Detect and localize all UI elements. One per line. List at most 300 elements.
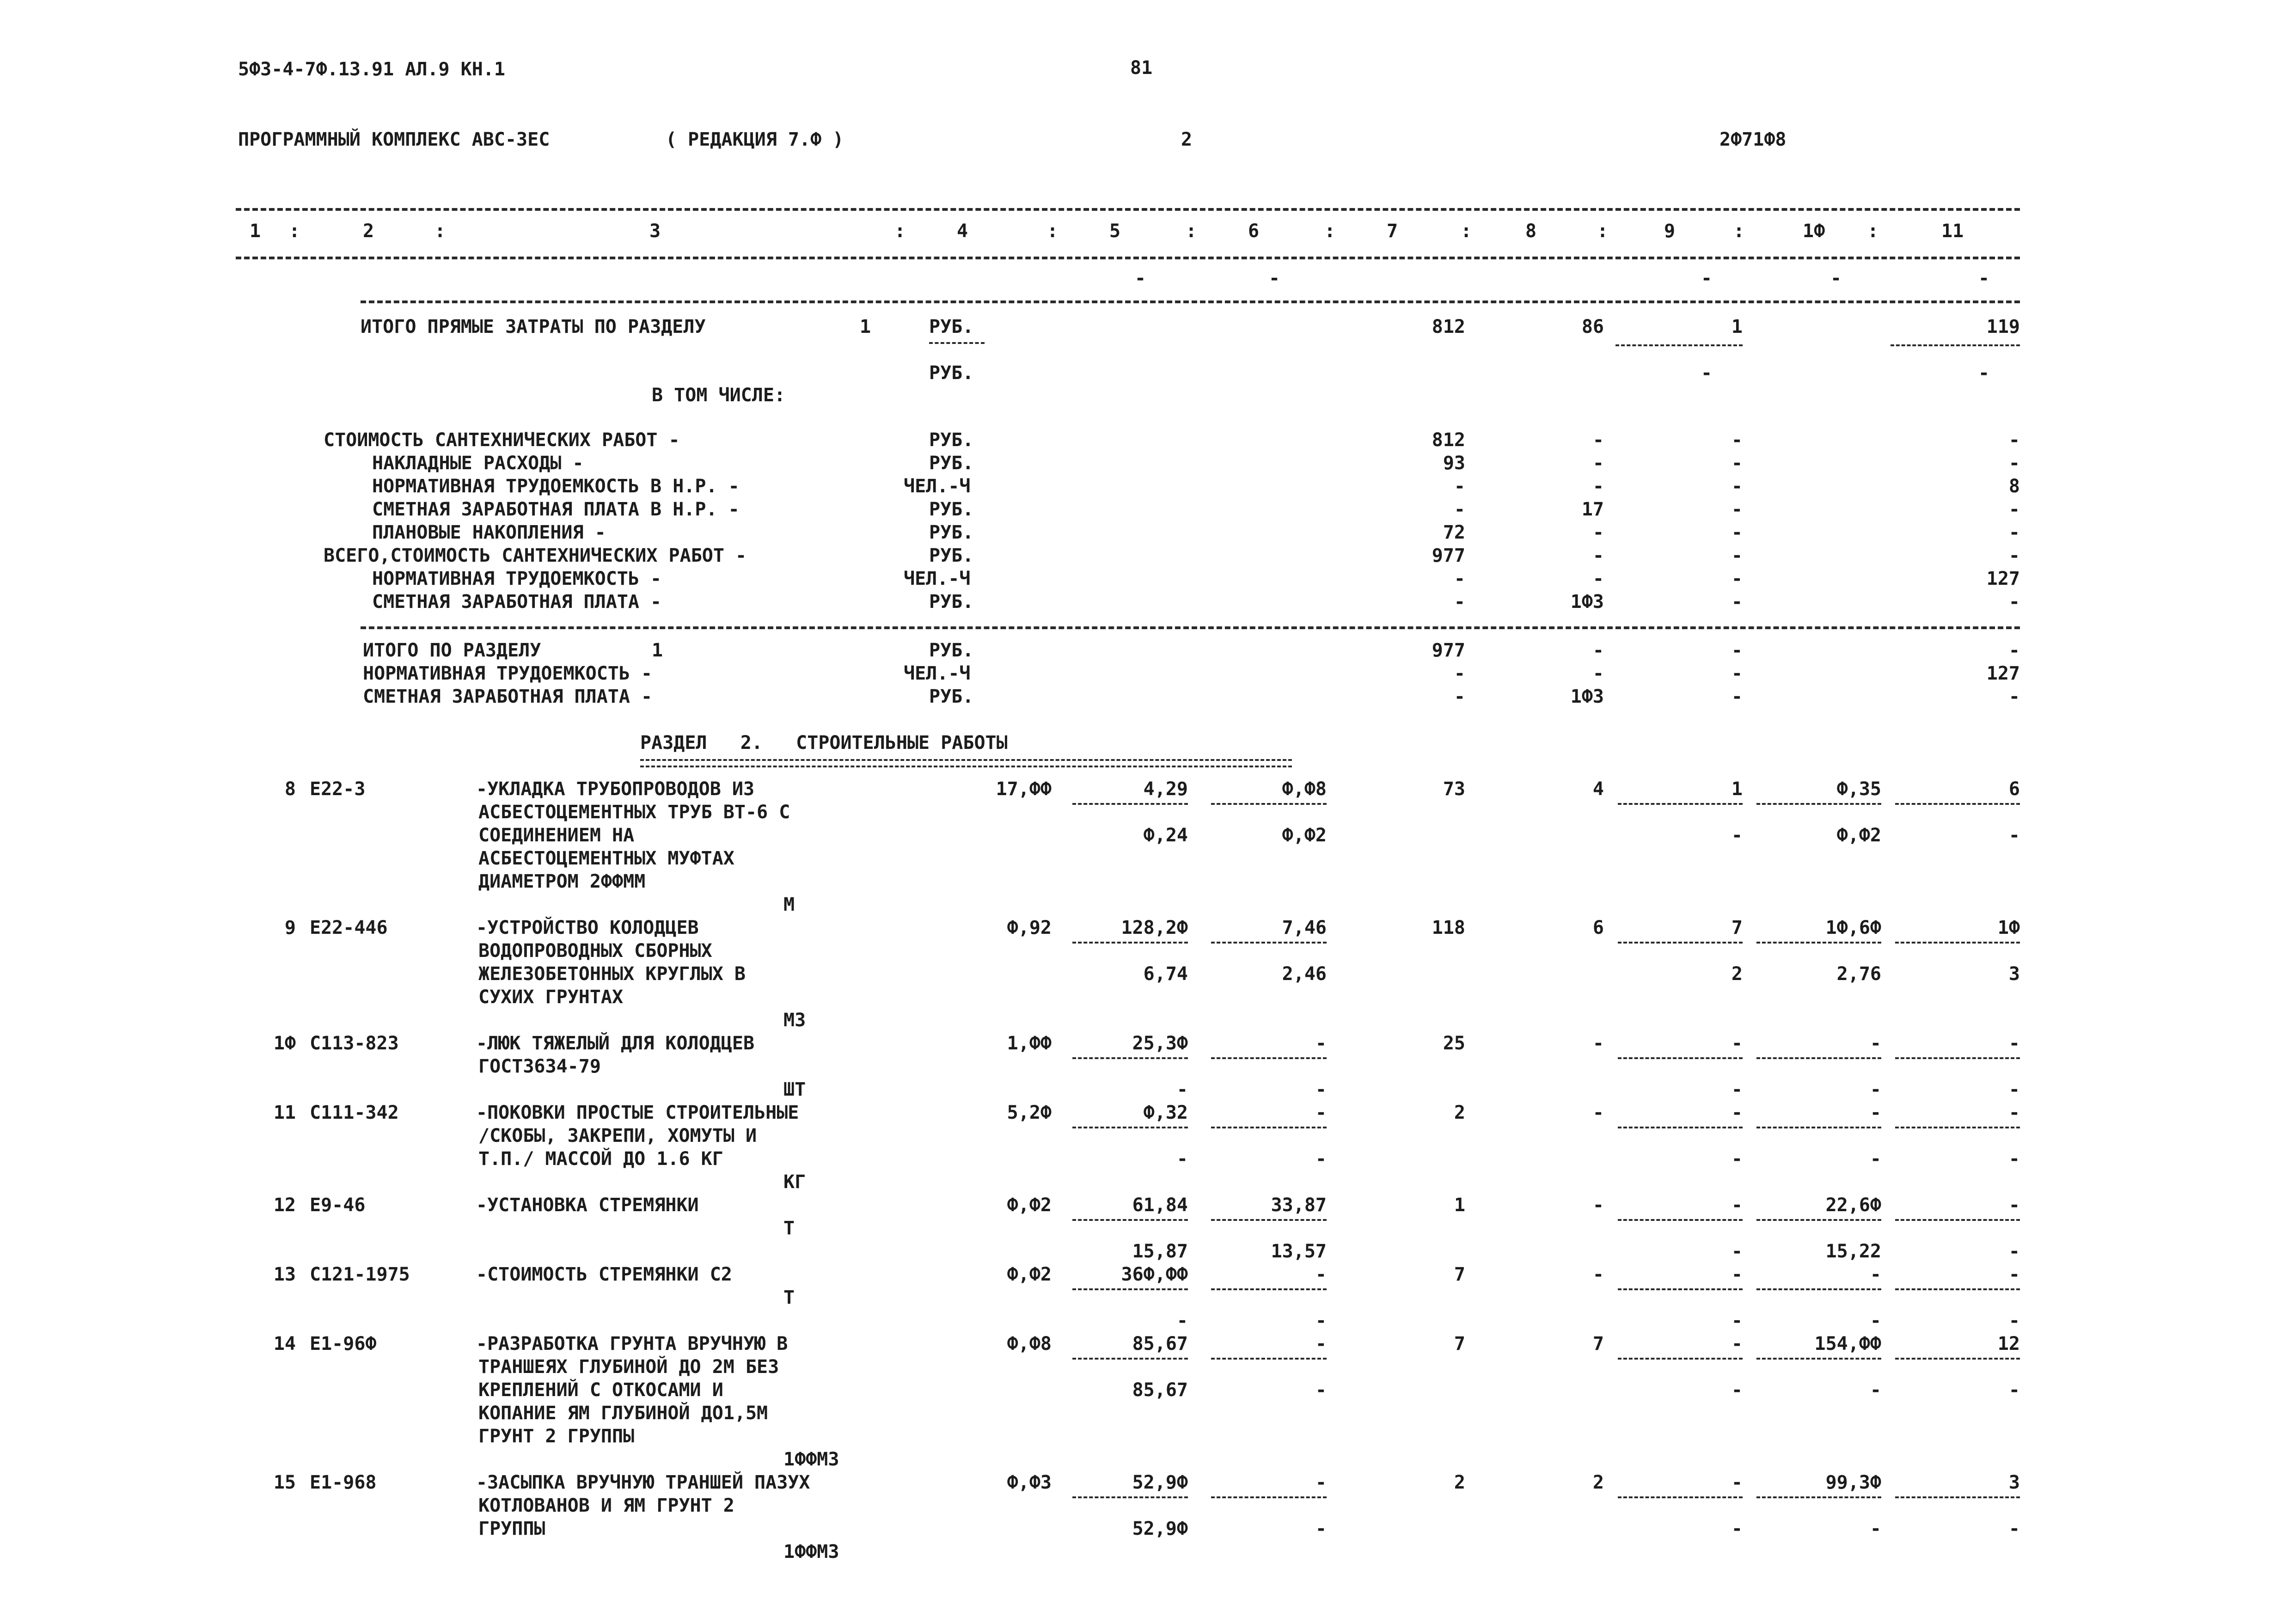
item-description: ЖЕЛЕЗОБЕТОННЫХ КРУГЛЫХ В [478,963,746,985]
column-separator: : [1733,221,1745,242]
item-c11: 3 [2008,1472,2020,1493]
item-divider [1895,1288,2020,1290]
item-unit-wage: - [1315,1333,1327,1354]
item-unit: М3 [783,1010,806,1031]
breakdown-c7: 93 [1443,453,1465,474]
item-divider [1895,1057,2020,1059]
item-number: 15 [273,1472,296,1493]
item-total-wage: - [1592,1102,1604,1123]
section-total-c11: - [2008,640,2020,661]
item-code: Е22-3 [310,778,366,800]
item-divider [1072,1358,1188,1360]
summary-top-rule [361,300,2020,303]
item-quantity: Ф,Ф2 [1007,1264,1052,1285]
item-divider [1618,1057,1743,1059]
column-header-2: 2 [363,221,374,242]
item-unit: 1ФФМ3 [783,1541,839,1563]
item-quantity: Ф,Ф2 [1007,1195,1052,1216]
item-description: СУХИХ ГРУНТАХ [478,987,624,1008]
breakdown-c9: - [1731,453,1743,474]
column-separator: : [1461,221,1472,242]
item-quantity: 1,ФФ [1007,1033,1052,1054]
item-number: 13 [273,1264,296,1285]
item-unit-cost: 61,84 [1132,1195,1188,1216]
section-total-unit: ЧЕЛ.-Ч [904,663,971,684]
item-c9-2: - [1731,1310,1743,1331]
dash-mark: - [1701,268,1713,289]
summary-section-num: 1 [860,316,871,337]
breakdown-label: НАКЛАДНЫЕ РАСХОДЫ - [372,453,584,474]
item-total-wage: - [1592,1033,1604,1054]
summary-c9: 1 [1731,316,1743,337]
breakdown-unit: РУБ. [929,499,974,520]
breakdown-c8: 1Ф3 [1570,591,1604,613]
item-c10-2: - [1870,1310,1881,1331]
item-total-cost: 2 [1454,1102,1465,1123]
item-divider [1895,942,2020,944]
item-c10-2: - [1870,1079,1881,1100]
item-c9-2: - [1731,825,1743,846]
breakdown-c9: - [1731,476,1743,497]
item-c11-2: - [2008,1241,2020,1262]
item-unit-cost-2: 6,74 [1143,963,1188,985]
column-separator: : [1186,221,1197,242]
column-header-11: 11 [1941,221,1964,242]
breakdown-c7: - [1454,591,1465,613]
item-unit-wage-2: - [1315,1310,1327,1331]
item-divider [1072,1288,1188,1290]
item-divider [1211,942,1327,944]
summary-unit-2: РУБ. [929,362,974,384]
item-unit-wage: 7,46 [1282,917,1327,938]
summary-c7: 812 [1432,316,1465,337]
dash-mark: - [1830,268,1842,289]
header-bottom-rule [236,257,2020,259]
breakdown-c7: - [1454,476,1465,497]
item-description: -СТОИМОСТЬ СТРЕМЯНКИ С2 [476,1264,732,1285]
item-divider [1618,1288,1743,1290]
item-divider [1072,803,1188,805]
item-description: ВОДОПРОВОДНЫХ СБОРНЫХ [478,940,712,962]
item-description: -РАЗРАБОТКА ГРУНТА ВРУЧНУЮ В [476,1333,788,1354]
breakdown-label: СМЕТНАЯ ЗАРАБОТНАЯ ПЛАТА В Н.Р. - [372,499,740,520]
item-description: АСБЕСТОЦЕМЕНТНЫХ МУФТАХ [478,848,734,869]
item-c10: 1Ф,6Ф [1825,917,1881,938]
page-number: 81 [1130,57,1153,79]
item-total-cost: 73 [1443,778,1465,800]
breakdown-c9: - [1731,545,1743,566]
item-divider [1756,1288,1881,1290]
item-unit-wage: - [1315,1264,1327,1285]
breakdown-c8: - [1592,522,1604,543]
item-divider [1618,942,1743,944]
dash-mark: - [1269,268,1280,289]
breakdown-c9: - [1731,429,1743,451]
breakdown-label: НОРМАТИВНАЯ ТРУДОЕМКОСТЬ В Н.Р. - [372,476,740,497]
item-description: Т.П./ МАССОЙ ДО 1.6 КГ [478,1148,723,1170]
item-number: 12 [273,1195,296,1216]
item-total-cost: 1 [1454,1195,1465,1216]
item-description: /СКОБЫ, ЗАКРЕПИ, ХОМУТЫ И [478,1125,757,1146]
item-unit-cost-2: 52,9Ф [1132,1518,1188,1539]
item-quantity: 17,ФФ [996,778,1052,800]
column-header-7: 7 [1387,221,1398,242]
breakdown-c11: - [2008,591,2020,613]
item-c9-2: - [1731,1148,1743,1170]
item-description: -УСТРОЙСТВО КОЛОДЦЕВ [476,917,699,938]
item-divider [1756,1219,1881,1221]
column-separator: : [1867,221,1879,242]
item-divider [1895,1358,2020,1360]
column-header-9: 9 [1664,221,1676,242]
breakdown-c8: - [1592,545,1604,566]
item-description: АСБЕСТОЦЕМЕНТНЫХ ТРУБ ВТ-6 С [478,802,790,823]
item-divider [1211,1496,1327,1498]
item-c11: - [2008,1264,2020,1285]
section-title-underline [640,759,1292,767]
item-divider [1618,1358,1743,1360]
breakdown-c11: 127 [1986,568,2020,589]
item-divider [1895,1496,2020,1498]
item-unit-cost: 36Ф,ФФ [1121,1264,1188,1285]
item-divider [1072,942,1188,944]
item-description: ГРУППЫ [478,1518,545,1539]
breakdown-c11: - [2008,522,2020,543]
item-number: 9 [284,917,296,938]
breakdown-c7: 812 [1432,429,1465,451]
section-total-c7: - [1454,663,1465,684]
item-divider [1756,1057,1881,1059]
item-unit-wage: Ф,Ф8 [1282,778,1327,800]
column-header-1: 1 [250,221,261,242]
item-unit-cost-2: - [1176,1310,1188,1331]
breakdown-c8: - [1592,568,1604,589]
item-number: 11 [273,1102,296,1123]
item-quantity: Ф,Ф3 [1007,1472,1052,1493]
item-unit-wage: - [1315,1472,1327,1493]
breakdown-label: ВСЕГО,СТОИМОСТЬ САНТЕХНИЧЕСКИХ РАБОТ - [324,545,747,566]
item-c10: - [1870,1102,1881,1123]
column-separator: : [1047,221,1059,242]
item-number: 8 [284,778,296,800]
item-c11: 6 [2008,778,2020,800]
item-c11-2: - [2008,1148,2020,1170]
column-separator: : [434,221,446,242]
breakdown-c9: - [1731,499,1743,520]
item-c9: - [1731,1195,1743,1216]
item-divider [1072,1057,1188,1059]
item-c9: - [1731,1333,1743,1354]
item-c10: 99,3Ф [1825,1472,1881,1493]
item-description: КОПАНИЕ ЯМ ГЛУБИНОЙ ДО1,5М [478,1403,768,1424]
item-description: -УСТАНОВКА СТРЕМЯНКИ [476,1195,699,1216]
item-divider [1895,1127,2020,1128]
item-total-cost: 25 [1443,1033,1465,1054]
item-c9-2: - [1731,1518,1743,1539]
item-unit-wage-2: 13,57 [1271,1241,1327,1262]
summary-c9-dash: - [1701,362,1713,384]
breakdown-c11: - [2008,545,2020,566]
item-code: С113-823 [310,1033,399,1054]
breakdown-c11: - [2008,499,2020,520]
item-unit: 1ФФМ3 [783,1449,839,1470]
item-total-cost: 7 [1454,1333,1465,1354]
item-unit: М [783,894,795,915]
item-description: ГРУНТ 2 ГРУППЫ [478,1426,635,1447]
summary-c11: 119 [1986,316,2020,337]
item-divider [1211,803,1327,805]
item-c9: 7 [1731,917,1743,938]
column-header-4: 4 [957,221,968,242]
item-unit-cost-2: - [1176,1079,1188,1100]
column-separator: : [1324,221,1336,242]
item-c10-2: Ф,Ф2 [1836,825,1881,846]
item-unit-cost: 52,9Ф [1132,1472,1188,1493]
section-total-label: ИТОГО ПО РАЗДЕЛУ [363,640,541,661]
item-description: ДИАМЕТРОМ 2ФФММ [478,871,646,892]
item-c9: - [1731,1033,1743,1054]
section-total-num: 1 [652,640,663,661]
item-divider [1756,1127,1881,1128]
item-total-wage: 2 [1592,1472,1604,1493]
item-c9: - [1731,1264,1743,1285]
item-unit-cost-2: Ф,24 [1143,825,1188,846]
item-c11: - [2008,1033,2020,1054]
column-header-8: 8 [1525,221,1537,242]
item-c11: - [2008,1195,2020,1216]
item-unit: Т [783,1218,795,1239]
item-c10-2: - [1870,1518,1881,1539]
column-separator: : [894,221,906,242]
c11-underline [1891,344,2020,346]
item-code: Е1-968 [310,1472,377,1493]
column-header-3: 3 [649,221,661,242]
section-total-c11: - [2008,686,2020,707]
section-total-unit: РУБ. [929,686,974,707]
item-c10-2: - [1870,1379,1881,1401]
dash-mark: - [1135,268,1146,289]
item-unit: КГ [783,1171,806,1193]
item-code: Е22-446 [310,917,388,938]
breakdown-c9: - [1731,568,1743,589]
item-description: КРЕПЛЕНИЙ С ОТКОСАМИ И [478,1379,723,1401]
item-total-wage: - [1592,1264,1604,1285]
item-unit-wage-2: - [1315,1079,1327,1100]
breakdown-c8: - [1592,453,1604,474]
item-description: ТРАНШЕЯХ ГЛУБИНОЙ ДО 2М БЕЗ [478,1356,779,1378]
item-divider [1211,1358,1327,1360]
breakdown-unit: РУБ. [929,453,974,474]
item-unit-cost: Ф,32 [1143,1102,1188,1123]
breakdown-c11: 8 [2008,476,2020,497]
item-divider [1618,803,1743,805]
item-unit-wage: - [1315,1102,1327,1123]
item-c11-2: - [2008,1310,2020,1331]
section-total-c9: - [1731,686,1743,707]
breakdown-c8: - [1592,429,1604,451]
item-divider [1211,1057,1327,1059]
column-header-5: 5 [1109,221,1121,242]
item-code: С111-342 [310,1102,399,1123]
item-description: -ЗАСЫПКА ВРУЧНУЮ ТРАНШЕЙ ПАЗУХ [476,1472,810,1493]
item-divider [1072,1127,1188,1128]
item-divider [1756,803,1881,805]
breakdown-unit: ЧЕЛ.-Ч [904,568,971,589]
column-separator: : [1597,221,1609,242]
breakdown-c9: - [1731,591,1743,613]
dash-mark: - [1978,268,1990,289]
item-divider [1618,1127,1743,1128]
item-total-wage: 7 [1592,1333,1604,1354]
item-unit-cost-2: 85,67 [1132,1379,1188,1401]
item-total-cost: 7 [1454,1264,1465,1285]
breakdown-label: ПЛАНОВЫЕ НАКОПЛЕНИЯ - [372,522,606,543]
item-unit: ШТ [783,1079,806,1100]
program-edition: ( РЕДАКЦИЯ 7.Ф ) [666,129,844,150]
item-c9-2: - [1731,1079,1743,1100]
section-total-c9: - [1731,640,1743,661]
item-c11: 12 [1997,1333,2020,1354]
item-unit-cost-2: 15,87 [1132,1241,1188,1262]
item-total-wage: 6 [1592,917,1604,938]
section-total-rule [361,626,2020,629]
item-c11-2: 3 [2008,963,2020,985]
item-divider [1756,1496,1881,1498]
item-c10: - [1870,1264,1881,1285]
item-unit-wage-2: Ф,Ф2 [1282,825,1327,846]
item-divider [1211,1127,1327,1128]
breakdown-c7: - [1454,499,1465,520]
item-code: Е9-46 [310,1195,366,1216]
header-top-rule [236,208,2020,211]
breakdown-c7: 72 [1443,522,1465,543]
item-c9: 1 [1731,778,1743,800]
item-c10-2: 15,22 [1825,1241,1881,1262]
item-c11-2: - [2008,825,2020,846]
item-divider [1618,1219,1743,1221]
breakdown-unit: РУБ. [929,545,974,566]
breakdown-unit: РУБ. [929,429,974,451]
item-c9-2: - [1731,1241,1743,1262]
breakdown-c11: - [2008,429,2020,451]
item-quantity: Ф,Ф8 [1007,1333,1052,1354]
item-description: -ПОКОВКИ ПРОСТЫЕ СТРОИТЕЛЬНЫЕ [476,1102,799,1123]
section-total-c9: - [1731,663,1743,684]
section-total-c8: - [1592,640,1604,661]
item-c10: Ф,35 [1836,778,1881,800]
item-unit: Т [783,1287,795,1308]
item-c11: - [2008,1102,2020,1123]
item-description: СОЕДИНЕНИЕМ НА [478,825,635,846]
breakdown-unit: ЧЕЛ.-Ч [904,476,971,497]
column-header-6: 6 [1248,221,1260,242]
section-total-unit: РУБ. [929,640,974,661]
item-unit-wage-2: - [1315,1518,1327,1539]
item-unit-cost: 25,3Ф [1132,1033,1188,1054]
item-c11-2: - [2008,1079,2020,1100]
item-unit-wage-2: 2,46 [1282,963,1327,985]
breakdown-c9: - [1731,522,1743,543]
summary-c8: 86 [1581,316,1604,337]
item-divider [1072,1496,1188,1498]
summary-c11-dash: - [1978,362,1990,384]
item-quantity: 5,2Ф [1007,1102,1052,1123]
section-2-title: РАЗДЕЛ 2. СТРОИТЕЛЬНЫЕ РАБОТЫ [640,732,1008,754]
program-name: ПРОГРАММНЫЙ КОМПЛЕКС АВС-3ЕС [238,129,550,150]
c9-underline [1615,344,1743,346]
item-divider [1895,803,2020,805]
item-c9-2: 2 [1731,963,1743,985]
summary-label: ИТОГО ПРЯМЫЕ ЗАТРАТЫ ПО РАЗДЕЛУ [361,316,706,337]
section-total-c8: 1Ф3 [1570,686,1604,707]
item-divider [1618,1496,1743,1498]
item-total-cost: 118 [1432,917,1465,938]
including-label: В ТОМ ЧИСЛЕ: [652,385,785,406]
item-divider [1211,1288,1327,1290]
item-description: -ЛЮК ТЯЖЕЛЫЙ ДЛЯ КОЛОДЦЕВ [476,1033,755,1054]
item-c10: 22,6Ф [1825,1195,1881,1216]
breakdown-unit: РУБ. [929,522,974,543]
item-description: -УКЛАДКА ТРУБОПРОВОДОВ ИЗ [476,778,755,800]
item-unit-wage: 33,87 [1271,1195,1327,1216]
sheet-number: 2 [1181,129,1193,150]
breakdown-unit: РУБ. [929,591,974,613]
breakdown-label: СТОИМОСТЬ САНТЕХНИЧЕСКИХ РАБОТ - [324,429,680,451]
item-code: Е1-96Ф [310,1333,377,1354]
item-code: С121-1975 [310,1264,410,1285]
breakdown-c7: - [1454,568,1465,589]
item-total-wage: - [1592,1195,1604,1216]
unit-underline [929,342,985,344]
item-number: 1Ф [273,1033,296,1054]
summary-unit: РУБ. [929,316,974,337]
breakdown-c8: - [1592,476,1604,497]
item-description: КОТЛОВАНОВ И ЯМ ГРУНТ 2 [478,1495,734,1516]
item-unit-wage-2: - [1315,1148,1327,1170]
section-total-c7: 977 [1432,640,1465,661]
item-unit-cost: 85,67 [1132,1333,1188,1354]
item-c11-2: - [2008,1379,2020,1401]
column-separator: : [289,221,300,242]
item-unit-wage-2: - [1315,1379,1327,1401]
section-total-c11: 127 [1986,663,2020,684]
section-total-c7: - [1454,686,1465,707]
item-number: 14 [273,1333,296,1354]
document-code: 5Ф3-4-7Ф.13.91 АЛ.9 КН.1 [238,59,505,80]
item-divider [1756,942,1881,944]
item-c10-2: 2,76 [1836,963,1881,985]
column-header-10: 1Ф [1803,221,1825,242]
item-c11: 1Ф [1997,917,2020,938]
item-c9: - [1731,1472,1743,1493]
item-unit-cost-2: - [1176,1148,1188,1170]
item-c9-2: - [1731,1379,1743,1401]
breakdown-label: СМЕТНАЯ ЗАРАБОТНАЯ ПЛАТА - [372,591,662,613]
item-divider [1895,1219,2020,1221]
item-divider [1756,1358,1881,1360]
item-c10: - [1870,1033,1881,1054]
item-c10-2: - [1870,1148,1881,1170]
breakdown-c8: 17 [1581,499,1604,520]
section-total-c8: - [1592,663,1604,684]
item-total-cost: 2 [1454,1472,1465,1493]
document-number: 2Ф71Ф8 [1719,129,1787,150]
item-quantity: Ф,92 [1007,917,1052,938]
item-unit-wage: - [1315,1033,1327,1054]
item-unit-cost: 128,2Ф [1121,917,1188,938]
item-c11-2: - [2008,1518,2020,1539]
item-divider [1211,1219,1327,1221]
